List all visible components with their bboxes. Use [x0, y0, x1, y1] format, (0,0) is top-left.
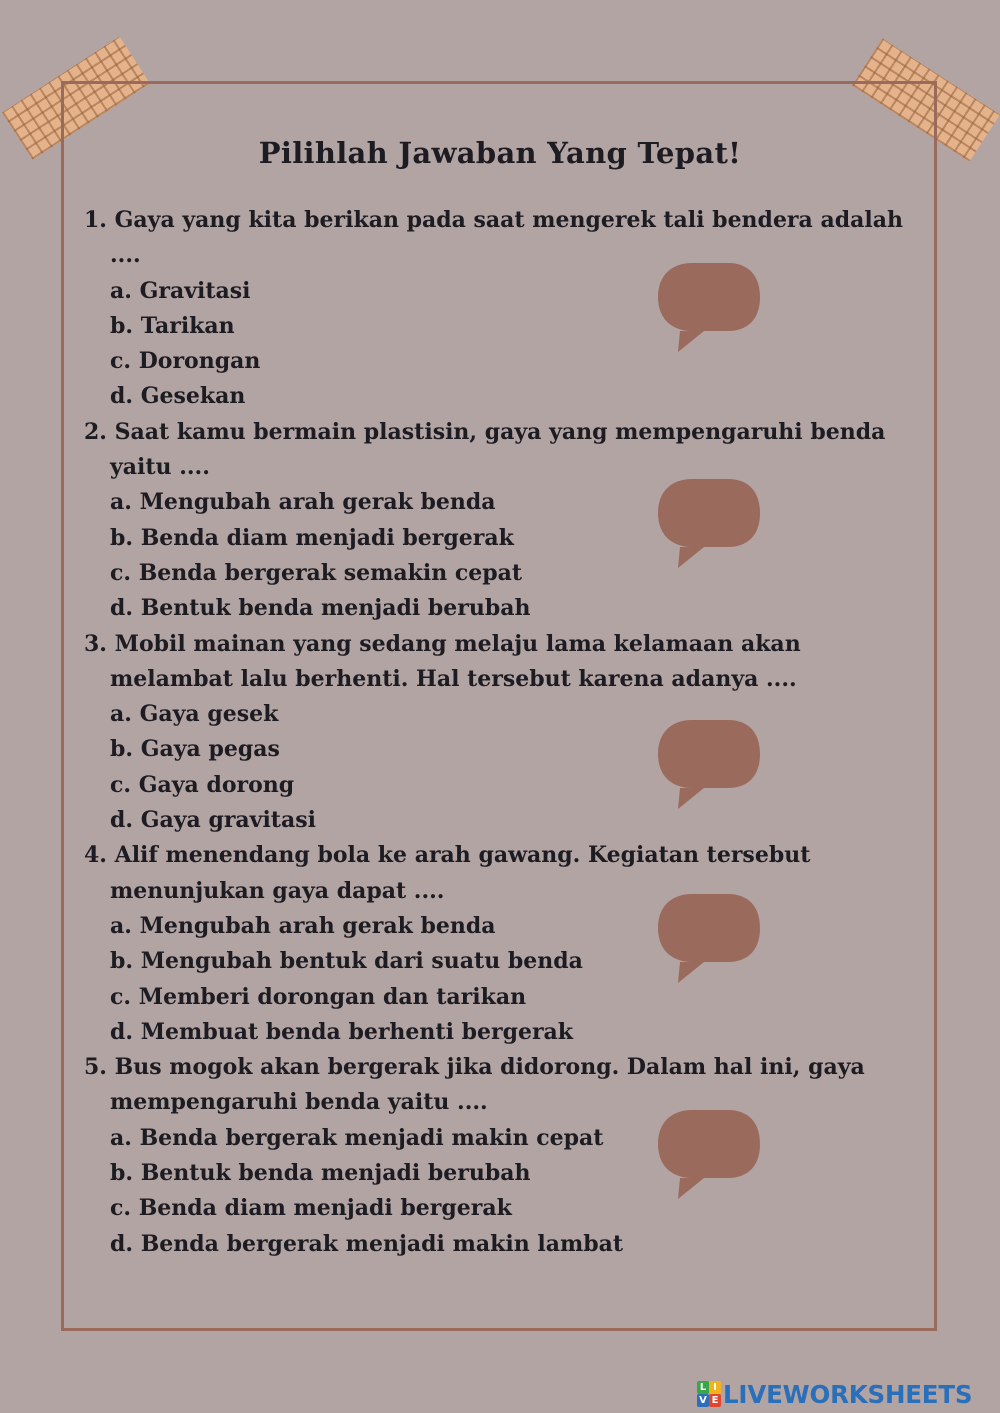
- option-c: c. Dorongan: [110, 348, 261, 375]
- speech-bubble-icon: [658, 263, 760, 352]
- question-text: 3. Mobil mainan yang sedang melaju lama kelamaan akan: [84, 630, 801, 657]
- option-b: b. Bentuk benda menjadi berubah: [110, 1160, 531, 1187]
- option-c: c. Memberi dorongan dan tarikan: [110, 983, 527, 1010]
- answer-bubble-2[interactable]: [658, 479, 762, 569]
- option-d: d. Benda bergerak menjadi makin lambat: [110, 1230, 624, 1257]
- option-b: b. Gaya pegas: [110, 736, 280, 763]
- logo-text: LIVEWORKSHEETS: [723, 1379, 973, 1409]
- option-d: d. Membuat benda berhenti bergerak: [110, 1018, 574, 1045]
- answer-bubble-1[interactable]: [658, 263, 762, 353]
- option-d: d. Gaya gravitasi: [110, 807, 316, 834]
- answer-bubble-4[interactable]: [658, 894, 762, 984]
- question-text-continued: menunjukan gaya dapat ....: [110, 877, 445, 904]
- speech-bubble-icon: [658, 894, 760, 983]
- question-text: 2. Saat kamu bermain plastisin, gaya yang mempengaruhi benda: [84, 418, 886, 445]
- option-c: c. Gaya dorong: [110, 771, 295, 798]
- option-c: c. Benda bergerak semakin cepat: [110, 559, 523, 586]
- option-a: a. Mengubah arah gerak benda: [110, 912, 496, 939]
- speech-bubble-icon: [658, 479, 760, 568]
- liveworksheets-logo[interactable]: [697, 1379, 972, 1409]
- question-text-continued: ....: [110, 242, 141, 269]
- logo-mark-icon: L I V E: [697, 1381, 721, 1407]
- option-b: b. Benda diam menjadi bergerak: [110, 524, 514, 551]
- question-text: 5. Bus mogok akan bergerak jika didorong. Dalam hal ini, gaya: [84, 1054, 865, 1081]
- question-text: 1. Gaya yang kita berikan pada saat mengerek tali bendera adalah: [84, 207, 903, 233]
- question-list: [84, 203, 904, 1262]
- option-d: d. Bentuk benda menjadi berubah: [110, 595, 531, 622]
- speech-bubble-icon: [658, 720, 760, 809]
- option-a: a. Gaya gesek: [110, 701, 279, 728]
- question-1: [84, 203, 904, 415]
- question-3: [84, 627, 904, 839]
- question-text-continued: mempengaruhi benda yaitu ....: [110, 1089, 488, 1116]
- question-text: 4. Alif menendang bola ke arah gawang. Kegiatan tersebut: [84, 842, 811, 869]
- option-a: a. Gravitasi: [110, 277, 251, 304]
- option-b: b. Tarikan: [110, 312, 235, 339]
- option-d: d. Gesekan: [110, 383, 246, 410]
- answer-bubble-3[interactable]: [658, 720, 762, 810]
- question-2: [84, 415, 904, 627]
- question-4: [84, 838, 904, 1050]
- page-title: Pilihlah Jawaban Yang Tepat!: [258, 136, 742, 170]
- option-a: a. Mengubah arah gerak benda: [110, 489, 496, 516]
- question-5: [84, 1050, 904, 1262]
- option-b: b. Mengubah bentuk dari suatu benda: [110, 948, 583, 975]
- option-a: a. Benda bergerak menjadi makin cepat: [110, 1124, 604, 1151]
- question-text-continued: melambat lalu berhenti. Hal tersebut karena adanya ....: [110, 665, 797, 692]
- option-c: c. Benda diam menjadi bergerak: [110, 1195, 512, 1222]
- speech-bubble-icon: [658, 1110, 760, 1199]
- question-text-continued: yaitu ....: [110, 454, 210, 481]
- answer-bubble-5[interactable]: [658, 1110, 762, 1200]
